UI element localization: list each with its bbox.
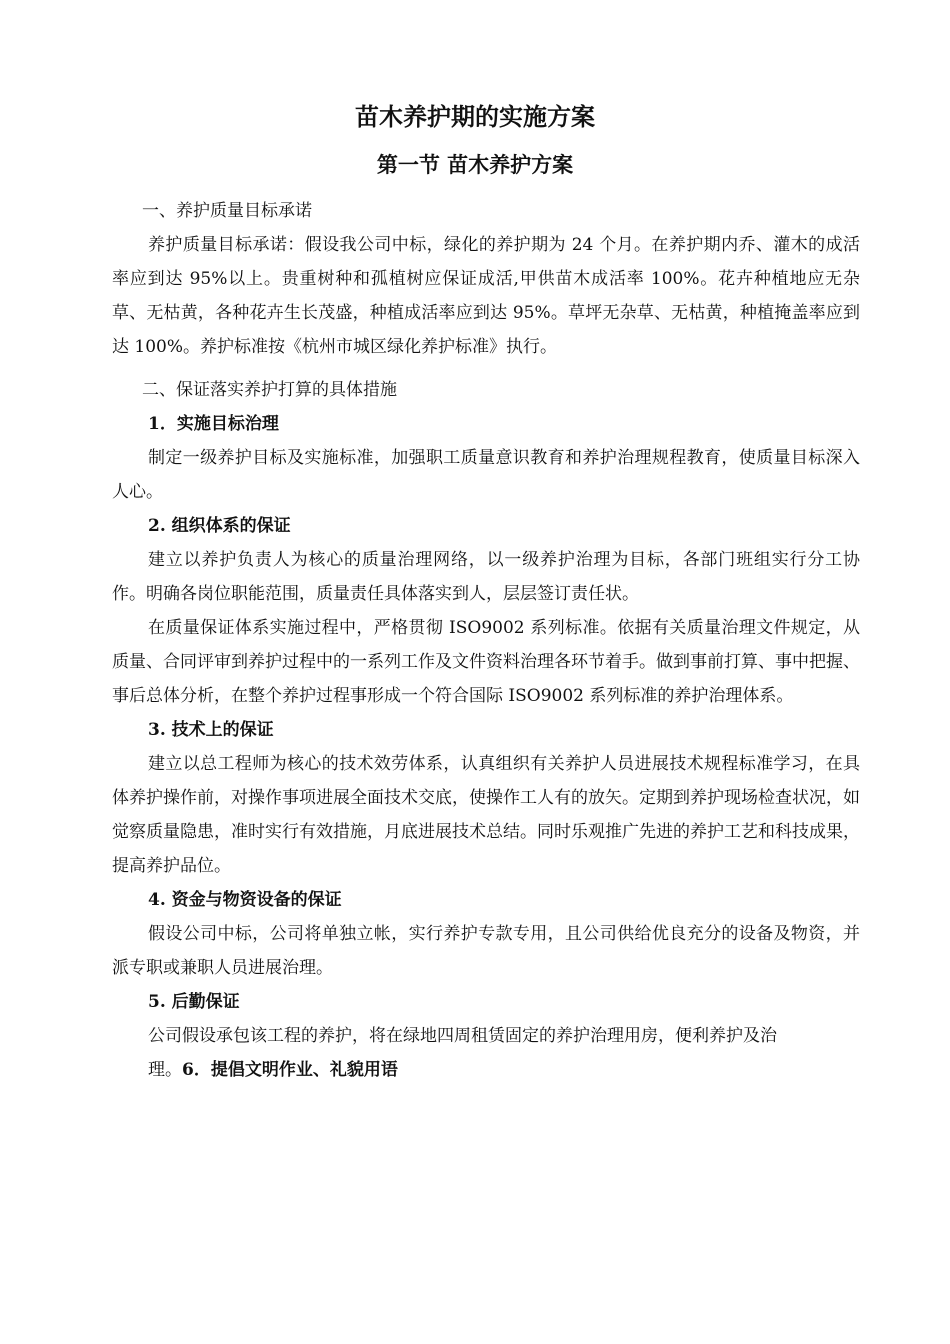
paragraph-logistics-continuation [112, 1053, 860, 1087]
paragraph-funds-materials: 假设公司中标，公司将单独立帐，实行养护专款专用，且公司供给优良充分的设备及物资，并派专职或兼职人员进展治理。 [112, 924, 860, 978]
subheading-funds-materials: 4. 资金与物资设备的保证 [148, 890, 342, 910]
section-title: 第一节 苗木养护方案 [376, 152, 574, 177]
paragraph-technical: 建立以总工程师为核心的技术效劳体系，认真组织有关养护人员进展技术规程标准学习，在具体养护操作前，对操作事项进展全面技术交底，使操作工人有的放矢。定期到养护现场检查状况，如觉察质量隐患，准时实行有效措施，月底进展技术总结。同时乐观推广先进的养护工艺和科技成果，提高养护品位。 [112, 754, 860, 876]
heading-measures: 二、保证落实养护打算的具体措施 [142, 380, 397, 400]
paragraph-quality-commitment: 养护质量目标承诺：假设我公司中标，绿化的养护期为 24 个月。在养护期内乔、灌木的成活率应到达 95%以上。贵重树种和孤植树应保证成活,甲供苗木成活率 100%。花卉种植地应无杂草、无枯黄，各种花卉生长茂盛，种植成活率应到达 95%。草坪无杂草、无枯黄，种植掩盖率应到达 100%。养护标准按《杭州市城区绿化养护标准》执行。 [112, 235, 860, 357]
document-body [112, 194, 860, 1087]
paragraph-iso9002: 在质量保证体系实施过程中，严格贯彻 ISO9002 系列标准。依据有关质量治理文件规定，从质量、合同评审到养护过程中的一系列工作及文件资料治理各环节着手。做到事前打算、事中把握、事后总体分析，在整个养护过程事形成一个符合国际 ISO9002 系列标准的养护治理体系。 [112, 618, 860, 706]
paragraph-logistics-tail: 理。 [148, 1060, 182, 1080]
subheading-logistics: 5. 后勤保证 [148, 992, 240, 1012]
paragraph-organization-network: 建立以养护负责人为核心的质量治理网络，以一级养护治理为目标，各部门班组实行分工协作。明确各岗位职能范围，质量责任具体落实到人，层层签订责任状。 [112, 550, 860, 604]
subheading-target-management: 1．实施目标治理 [148, 414, 279, 434]
subheading-organization: 2. 组织体系的保证 [148, 516, 291, 536]
subheading-technical: 3. 技术上的保证 [148, 720, 274, 740]
paragraph-logistics: 公司假设承包该工程的养护，将在绿地四周租赁固定的养护治理用房，便利养护及治 [148, 1026, 777, 1046]
heading-quality-commitment: 一、养护质量目标承诺 [142, 201, 312, 221]
subheading-civilized-work: 6．提倡文明作业、礼貌用语 [182, 1060, 398, 1080]
document-title: 苗木养护期的实施方案 [355, 102, 595, 131]
paragraph-target-management: 制定一级养护目标及实施标准，加强职工质量意识教育和养护治理规程教育，使质量目标深入人心。 [112, 448, 860, 502]
